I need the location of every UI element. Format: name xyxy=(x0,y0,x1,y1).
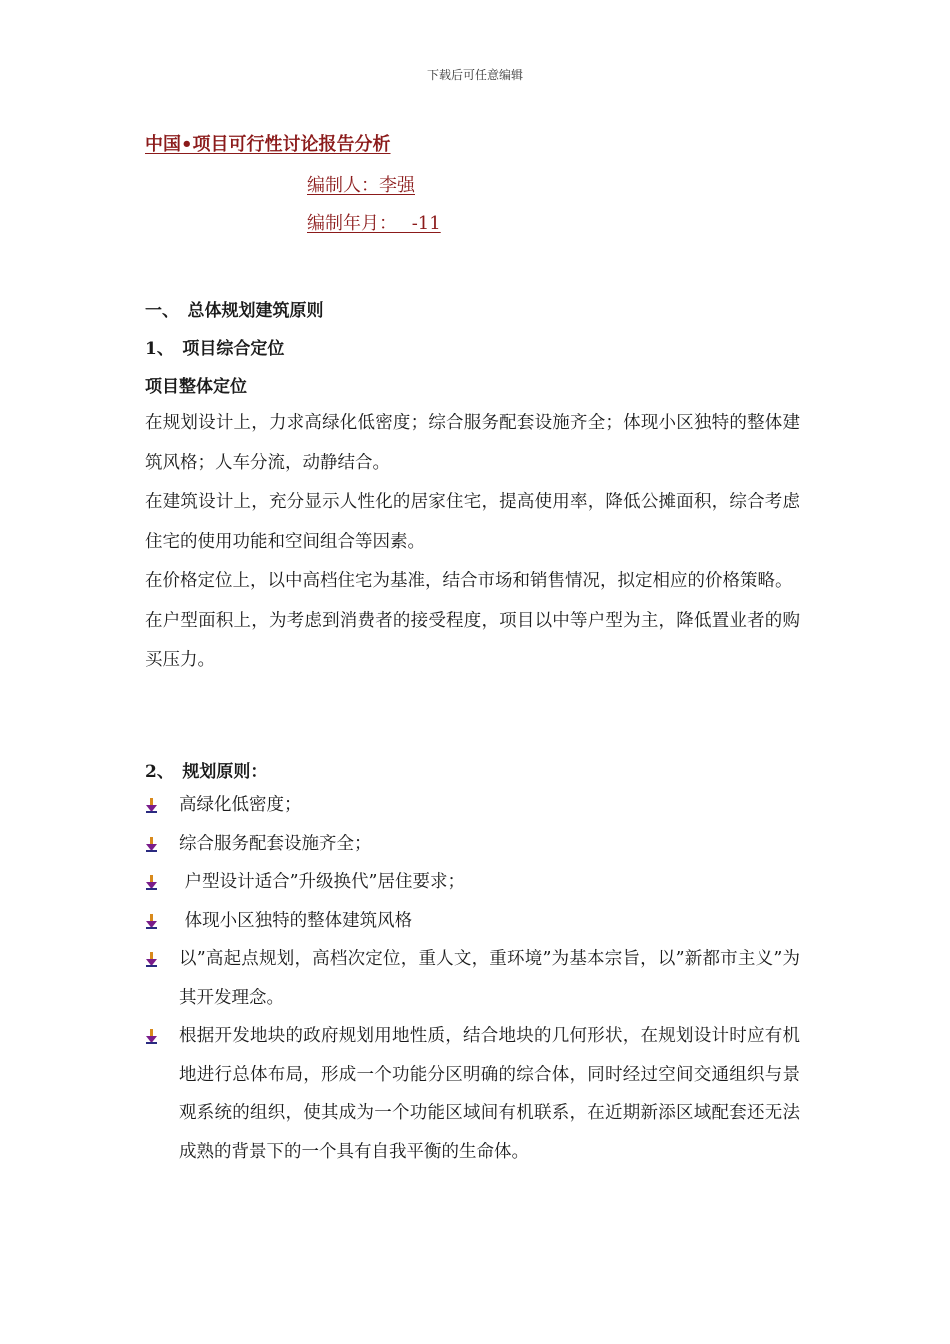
paragraph: 在价格定位上，以中高档住宅为基准，结合市场和销售情况，拟定相应的价格策略。 xyxy=(145,571,793,591)
arrow-down-bullet-icon xyxy=(145,952,159,968)
author-line: 编制人：李强 xyxy=(307,175,415,196)
bullet-text: 户型设计适合”升级换代”居住要求； xyxy=(179,872,465,892)
header-note: 下载后可任意编辑 xyxy=(426,68,523,82)
arrow-down-bullet-icon xyxy=(145,875,159,891)
arrow-down-bullet-icon xyxy=(145,798,159,814)
arrow-down-bullet-icon xyxy=(145,914,159,930)
list-item xyxy=(145,863,800,902)
subsection-heading-principles: 2、 规划原则： xyxy=(145,762,268,782)
bullet-text: 以”高起点规划，高档次定位，重人文，重环境”为基本宗旨，以”新都市主义”为其开发理念。 xyxy=(179,949,800,1008)
paragraph: 在户型面积上，为考虑到消费者的接受程度，项目以中等户型为主，降低置业者的购买压力。 xyxy=(145,610,800,670)
bullet-text: 根据开发地块的政府规划用地性质，结合地块的几何形状，在规划设计时应有机地进行总体布局，形成一个功能分区明确的综合体，同时经过空间交通组织与景观系统的组织，使其成为一个功能区域间有机联系，在近期新添区域配套还无法成熟的背景下的一个具有自我平衡的生命体。 xyxy=(179,1026,800,1162)
list-item xyxy=(145,825,800,864)
subsection-heading-positioning: 1、 项目综合定位 xyxy=(145,339,285,359)
bullet-text: 高绿化低密度； xyxy=(179,795,302,815)
section-heading: 一、 总体规划建筑原则 xyxy=(145,301,324,321)
document-title: 中国•项目可行性讨论报告分析 xyxy=(145,134,391,155)
list-item xyxy=(145,1017,800,1171)
paragraph: 在建筑设计上，充分显示人性化的居家住宅，提高使用率，降低公摊面积，综合考虑住宅的使用功能和空间组合等因素。 xyxy=(145,492,800,552)
subsubsection-heading-overall: 项目整体定位 xyxy=(145,377,247,397)
arrow-down-bullet-icon xyxy=(145,1029,159,1045)
list-item xyxy=(145,902,800,941)
bullet-text: 体现小区独特的整体建筑风格 xyxy=(179,910,413,931)
list-item xyxy=(145,940,800,1017)
arrow-down-bullet-icon xyxy=(145,837,159,853)
list-item xyxy=(145,786,800,825)
date-line: 编制年月： -11 xyxy=(307,213,441,234)
paragraph-group xyxy=(145,404,800,681)
bullet-text: 综合服务配套设施齐全； xyxy=(179,833,372,854)
paragraph: 在规划设计上，力求高绿化低密度；综合服务配套设施齐全；体现小区独特的整体建筑风格；人车分流，动静结合。 xyxy=(145,413,800,473)
bullet-list xyxy=(145,786,800,1171)
